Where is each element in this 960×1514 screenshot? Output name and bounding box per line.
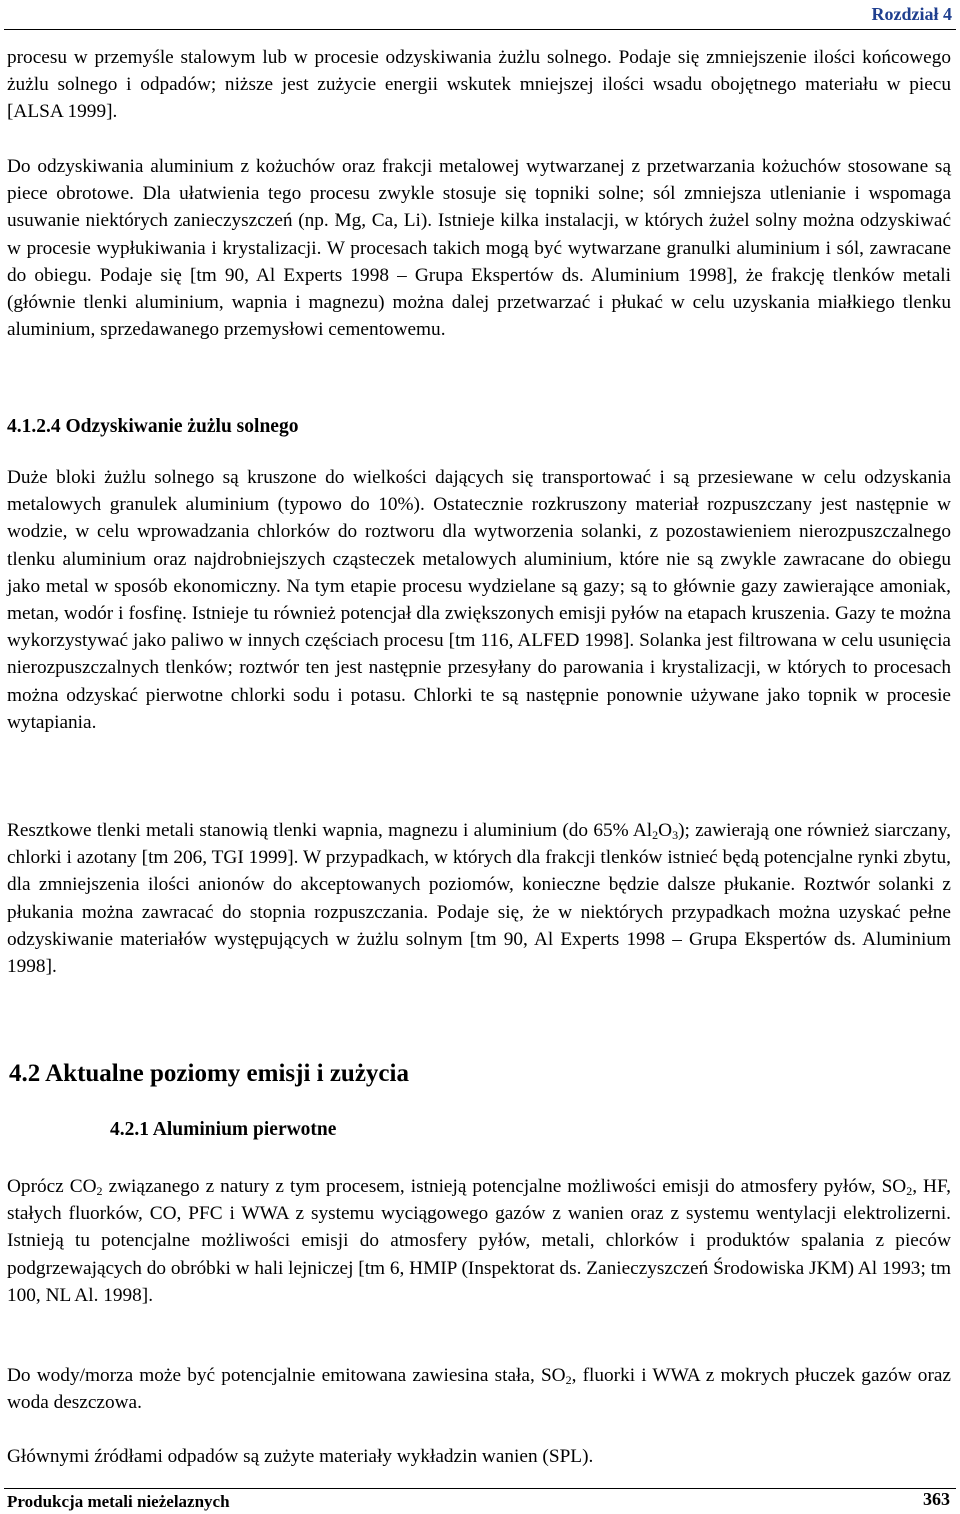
paragraph-waste-sources: Głównymi źródłami odpadów są zużyte materiały wykładzin wanien (SPL). — [7, 1446, 594, 1467]
paragraph-residual-oxides: Resztkowe tlenki metali stanowią tlenki wapnia, magnezu i aluminium (do 65% $Al_2O_3$); zawierają one również siarczany, chlorki i azotany [tm 206, TGI 1999]. W przypadkach, w których dla frakcji tlenków istnieć będą potencjalne rynki zbytu, dla zmniejszenia ilości anionów do akceptowanych poziomów, konieczne będzie dalsze płukanie. Roztwór solanki z płukania można zawracać do stopnia rozpuszczania. Podaje się, że w niektórych przypadkach można uzyskać pełne odzyskiwanie materiałów występujących w żużlu solnym [tm 90, Al Experts 1998 – Grupa Ekspertów ds. Aluminium 1998]. — [7, 820, 951, 978]
header-rule — [4, 29, 956, 30]
page-number: 363 — [923, 1489, 950, 1509]
paragraph-air-emissions: Oprócz $CO_2$ związanego z natury z tym procesem, istnieją potencjalne możliwości emisji do atmosfery pyłów, $SO_2$, HF, stałych fluorków, CO, PFC i WWA z systemu wyciągowego gazów z wanien oraz z systemu wentylacji elektrolizerni. Istnieją tu potencjalne możliwości emisji do atmosfery pyłów, metali, chlorków i produktów spalania z pieców podgrzewających do obróbki w hali lejniczej [tm 6, HMIP (Inspektorat ds. Zanieczyszczeń Środowiska JKM) Al 1993; tm 100, NL Al. 1998]. — [7, 1176, 951, 1306]
section-heading-421: 4.2.1 Aluminium pierwotne — [110, 1119, 337, 1140]
section-heading-42: 4.2 Aktualne poziomy emisji i zużycia — [9, 1060, 409, 1087]
paragraph-water-emissions: Do wody/morza może być potencjalnie emitowana zawiesina stała, $SO_2$, fluorki i WWA z mokrych płuczek gazów oraz woda deszczowa. — [7, 1365, 951, 1414]
paragraph-rotary-furnaces: Do odzyskiwania aluminium z kożuchów oraz frakcji metalowej wytwarzanej z przetwarzania kożuchów stosowane są piece obrotowe. Dla ułatwienia tego procesu zwykle stosuje się topniki solne; sól zmniejsza utlenianie i wspomaga usuwanie niektórych zanieczyszczeń (np. Mg, Ca, Li). Istnieje kilka instalacji, w których żużel solny można odzyskiwać w procesie wypłukiwania i krystalizacji. W procesach takich mogą być wytwarzane granulki aluminium i sól, zawracane do obiegu. Podaje się [tm 90, Al Experts 1998 – Grupa Ekspertów ds. Aluminium 1998], że frakcję tlenków metali (głównie tlenki aluminium, wapnia i magnezu) można dalej przetwarzać i płukać w celu uzyskania miałkiego tlenku aluminium, sprzedawanego przemysłowi cementowemu. — [7, 156, 951, 341]
footer-title: Produkcja metali nieżelaznych — [7, 1492, 230, 1511]
paragraph-salt-slag-crushing: Duże bloki żużlu solnego są kruszone do wielkości dających się transportować i są przesiewane w celu odzyskania metalowych granulek aluminium (typowo do 10%). Ostatecznie rozkruszony materiał rozpuszczany jest następnie w wodzie, w celu wprowadzania chlorków do roztworu dla wytworzenia solanki, z pozostawieniem nierozpuszczalnego tlenku aluminium oraz najdrobniejszych cząsteczek metalowych aluminium, które nie są zwykle zawracane do obiegu jako metal w sposób ekonomiczny. Na tym etapie procesu wydzielane są gazy; są to głównie gazy zawierające amoniak, metan, wodór i fosfinę. Istnieje tu również potencjał dla zwiększonych emisji pyłów na etapach kruszenia. Gazy te można wykorzystywać jako paliwo w innych częściach procesu [tm 116, ALFED 1998]. Solanka jest filtrowana w celu usunięcia nierozpuszczalnych tlenków; roztwór ten jest następnie przesyłany do parowania i krystalizacji, w których to procesach można odzyskać pierwotne chlorki sodu i potasu. Chlorki te są następnie ponownie używane jako topnik w procesie wytapiania. — [7, 467, 951, 733]
chapter-label: Rozdział 4 — [871, 4, 952, 24]
paragraph-continuation: procesu w przemyśle stalowym lub w procesie odzyskiwania żużlu solnego. Podaje się zmniejszenie ilości końcowego żużlu solnego i odpadów; niższe jest zużycie energii wskutek mniejszej ilości wsadu obojętnego materiału w piecu [ALSA 1999]. — [7, 47, 951, 123]
footer-rule — [4, 1488, 956, 1489]
section-heading-4124: 4.1.2.4 Odzyskiwanie żużlu solnego — [7, 416, 299, 437]
